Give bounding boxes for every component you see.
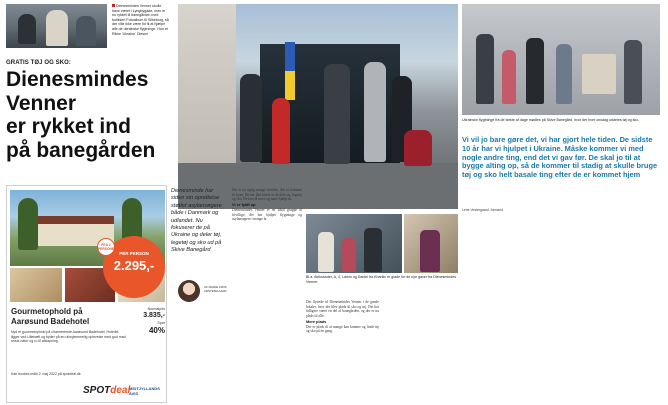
normal-price-value: 3.835,-: [143, 312, 165, 319]
headline-line: Venner: [6, 91, 77, 115]
normal-price-label: Normalpris: [147, 307, 165, 311]
headline-line: på banegården: [6, 138, 156, 162]
top-left-caption: [112, 4, 170, 36]
ad-body-text: Nyd et gourmetophold på charmerende Aarøsund Badehotel. Hotellet ligger ved Lillebælt og byder på en uforglemmelig oplevelse med god mad, smuk natur og ro til afslapning.: [11, 330, 127, 344]
author-avatar: [178, 280, 200, 302]
pull-quote: Vi vil jo bare gøre det, vi har gjort hele tiden. De sidste 10 år har vi hjulpet i Ukraine. Måske kommer vi med nogle andre ting, end det vi gav før. De skal jo til at bygge alting op, så de kommer til stadig at skulle bruge tøj og sko helt basale ting efter de er kommet hjem: [462, 135, 658, 180]
ad-title: Gourmetophold på Aarøsund Badehotel: [11, 307, 90, 326]
body-subhead: Mere plads: [306, 318, 327, 324]
headline-line: er rykket ind: [6, 115, 131, 138]
top-left-photo: [6, 4, 107, 48]
small-photo-family: [306, 214, 402, 273]
advertisement-box[interactable]: [6, 185, 167, 403]
right-photo-caption: Ukrainske flygtninge fra de første af dage mødtes på Skive Banegård, hvor der hver onsdag uddeles tøj og sko.: [462, 118, 640, 122]
ad-food-photo: [10, 268, 62, 302]
right-photo-distribution: [462, 4, 660, 115]
ad-footer-link[interactable]: Kan bookes indtil 2. maj 2022 på spotdeal.dk: [11, 372, 81, 376]
body-text: Det er nu rigtig mange familier, der er kommet til byen. De har fået klarer at de dele tøj, legetøj og sko. De kan få mere og mere hjælp nu.: [232, 188, 302, 202]
body-subhead: Vi er fyldt op: [232, 202, 256, 208]
price-badge-label: PER PERSON: [119, 251, 149, 256]
article-headline: [6, 68, 170, 162]
byline: AF MARIE FRIIS VESTERGAARD: [204, 285, 227, 293]
logo-accent: deal: [110, 385, 131, 396]
price-badge-value: 2.295,-: [113, 258, 155, 273]
headline-line: Dienesmindes: [6, 68, 149, 91]
body-column-2: [306, 300, 379, 334]
top-left-caption-text: Dienesmindes Venner skulle have været i Lyngbygade, men er nu rykket til banegården med butikken Fotoalbum til Silkeborg, så der ville ikke være tid til at hjælpe alle de ukrainske flygtninge. Hun er Rikke 'Ukraine' Olesen: [112, 4, 169, 36]
newspaper-logo: MIDTJYLLANDS AVIS: [129, 386, 160, 396]
body-text: Det flyttede til Dienesmindes Venner i de gamle lokaler, hvor der blev plads til sko og tøj. Det har tidligere været en del af banegården, og der er nu plads til alle.: [306, 300, 379, 319]
spotdeal-logo[interactable]: [83, 385, 130, 396]
main-article-photo: [178, 4, 458, 209]
body-text: Der er plads til at mange kan komme og finde tøj og sko på én gang.: [306, 324, 379, 334]
intro-text: Dienesminde har siden sin oprettelse støttet asylansøgere både i Danmark og udlandet. Nu fokuserer de på Ukraine og deler tøj, legetøj og sko ud på Skive Banegård: [171, 188, 222, 254]
small-photo-caption: Bl.a. Aleksander, A, 4, Larkin og Daniel fra Kharkiv er glade for de nye gaver fra Dienesmindes Venner.: [306, 275, 457, 284]
discount-badge: FRA 2 PERSONER: [97, 238, 115, 256]
quote-attribution: Lene Vestergaard, formand: [462, 208, 504, 212]
small-photo-child: [404, 214, 458, 273]
save-label: Spar: [157, 321, 165, 325]
body-column-1: [232, 188, 302, 222]
body-text: Dienesmindes Venner er en lokal gruppe af frivillige, der har hjulpet flygtninge og asylansøgere i mange år.: [232, 207, 302, 222]
save-percent: 40%: [148, 326, 165, 335]
article-kicker: GRATIS TØJ OG SKO:: [6, 60, 72, 66]
logo-main: SPOT: [83, 385, 111, 396]
